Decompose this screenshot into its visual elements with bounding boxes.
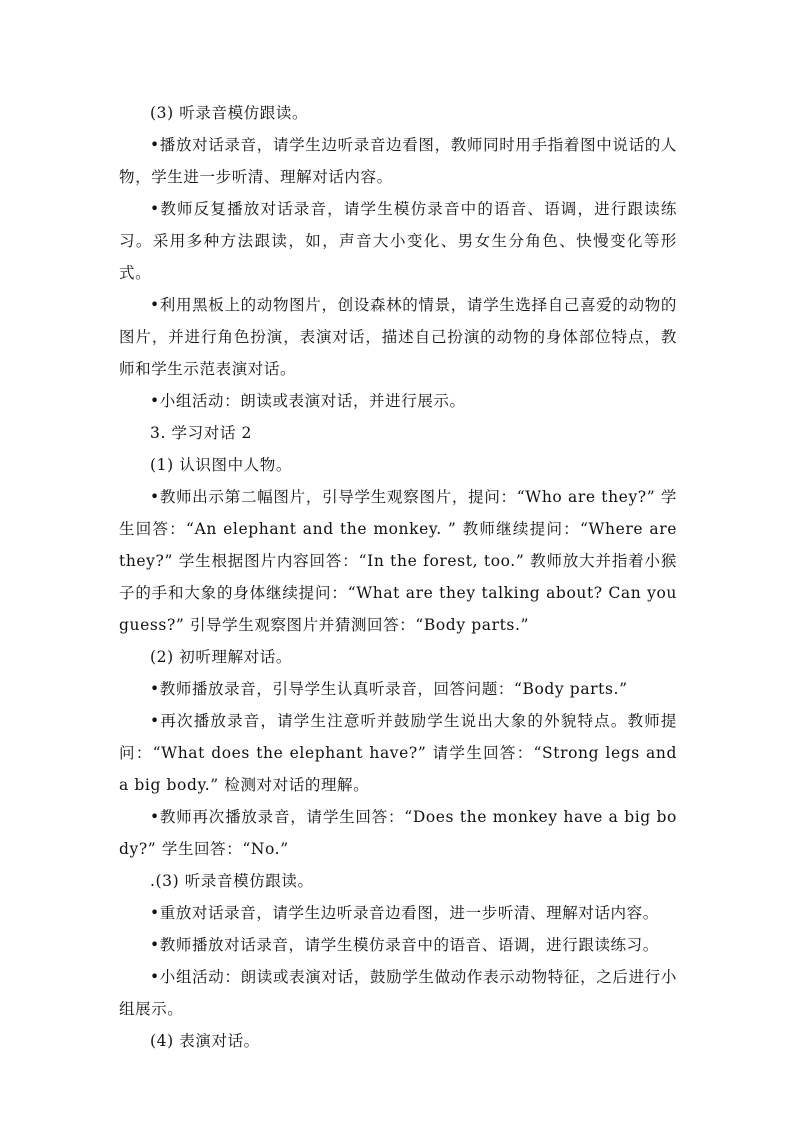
paragraph: •小组活动：朗读或表演对话，并进行展示。 <box>150 392 466 410</box>
paragraph: (3) 听录音模仿跟读。 <box>150 104 309 122</box>
paragraph: •小组活动：朗读或表演对话，鼓励学生做动作表示动物特征，之后进行小组展示。 <box>119 968 677 1018</box>
subsection-heading: (2) 初听理解对话。 <box>150 648 292 666</box>
section-heading: 3. 学习对话 2 <box>150 424 252 442</box>
subsection-heading: (4) 表演对话。 <box>150 1032 260 1050</box>
paragraph: •教师播放对话录音，请学生模仿录音中的语音、语调，进行跟读练习。 <box>150 936 659 954</box>
paragraph: •播放对话录音，请学生边听录音边看图，教师同时用手指着图中说话的人物，学生进一步听清、理解对话内容。 <box>119 136 677 186</box>
subsection-heading: (1) 认识图中人物。 <box>150 456 292 474</box>
paragraph: •教师反复播放对话录音，请学生模仿录音中的语音、语调，进行跟读练习。采用多种方法跟读，如，声音大小变化、男女生分角色、快慢变化等形式。 <box>119 200 677 282</box>
paragraph: •教师出示第二幅图片，引导学生观察图片，提问：“Who are they?” 学生回答：“An elephant and the monkey. ” 教师继续提问：“Where are they?” 学生根据图片内容回答：“In the forest, too.” 教师放大并指着小猴子的手和大象的身体继续提问：“What are they talking about? Can you guess?” 引导学生观察图片并猜测回答：“Body parts.” <box>119 488 677 634</box>
paragraph: •利用黑板上的动物图片，创设森林的情景，请学生选择自己喜爱的动物的图片，并进行角色扮演，表演对话，描述自己扮演的动物的身体部位特点，教师和学生示范表演对话。 <box>119 296 677 378</box>
subsection-heading: .(3) 听录音模仿跟读。 <box>150 872 314 890</box>
paragraph: •重放对话录音，请学生边听录音边看图，进一步听清、理解对话内容。 <box>150 904 659 922</box>
paragraph: •教师再次播放录音，请学生回答：“Does the monkey have a big body?” 学生回答：“No.” <box>119 808 677 858</box>
document-body <box>119 97 677 1057</box>
paragraph: •教师播放录音，引导学生认真听录音，回答问题：“Body parts.” <box>150 680 628 698</box>
paragraph: •再次播放录音，请学生注意听并鼓励学生说出大象的外貌特点。教师提问：“What does the elephant have?” 请学生回答：“Strong legs and a big body.” 检测对对话的理解。 <box>119 712 677 794</box>
